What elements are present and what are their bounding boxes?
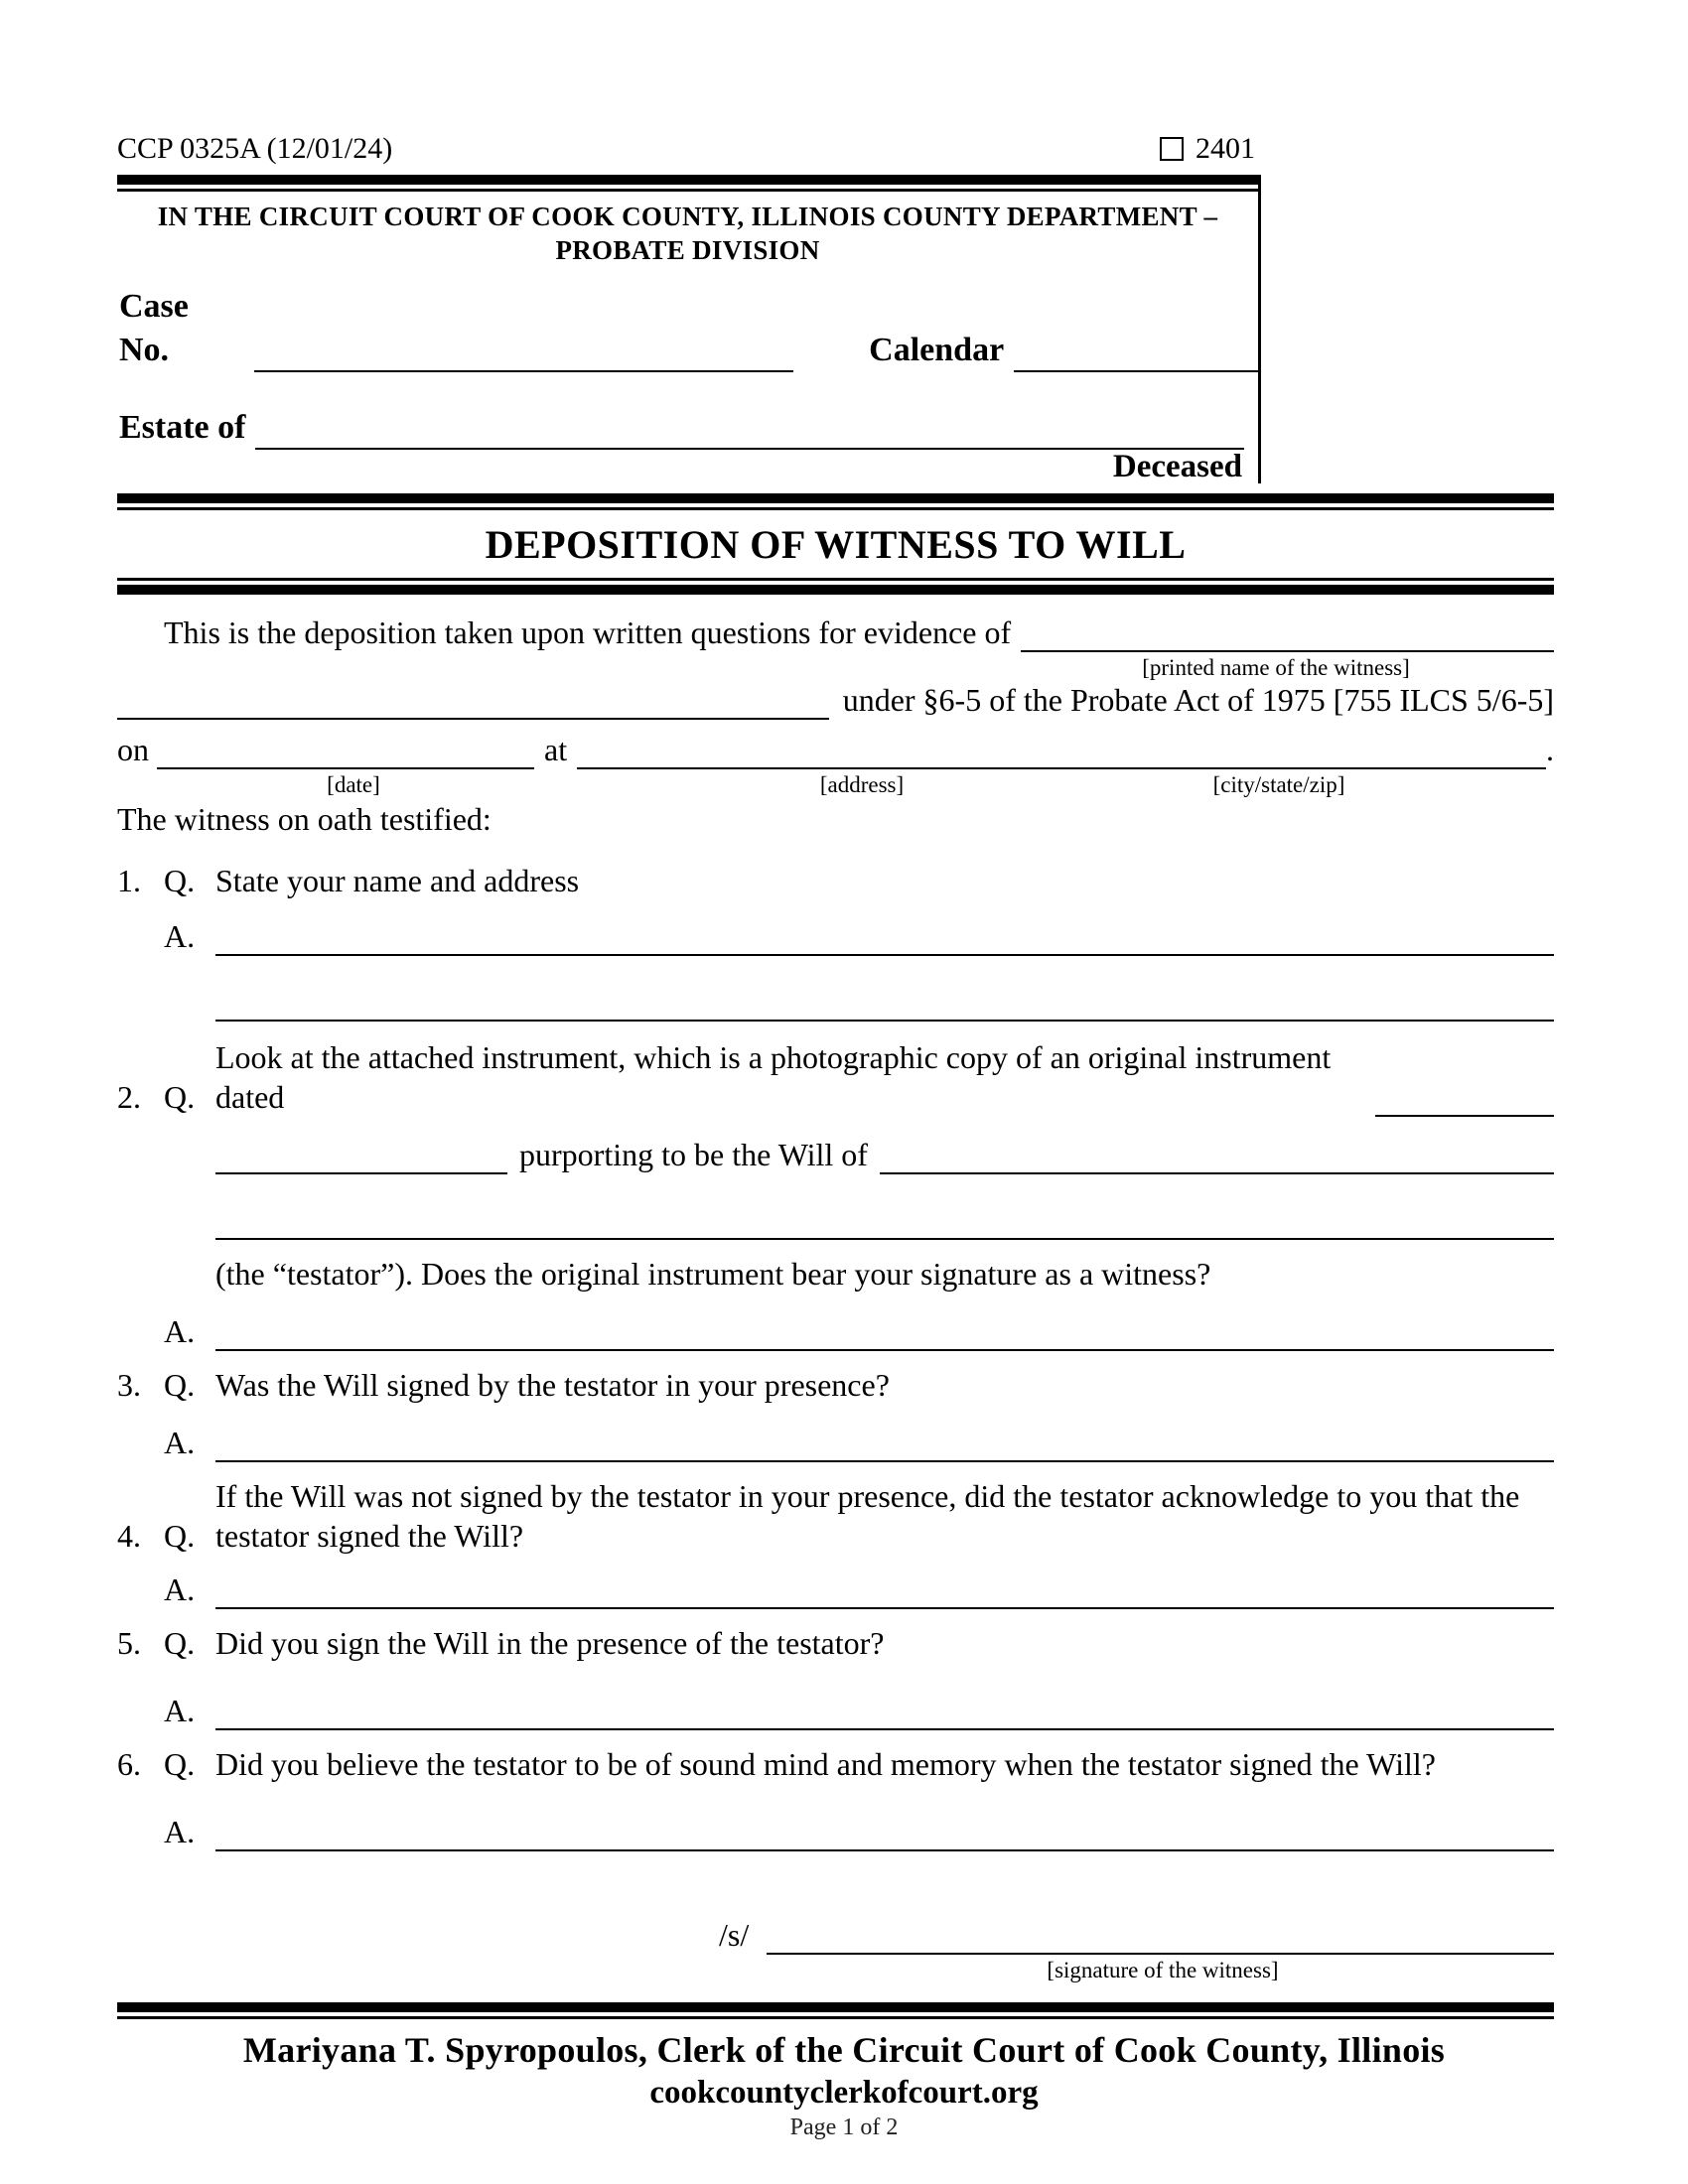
- answer-1-field-line-2[interactable]: [215, 984, 1554, 1022]
- box-top-rule-thick: [117, 175, 1258, 185]
- case-number-row: [117, 285, 1258, 372]
- printed-name-caption: [printed name of the witness]: [1142, 655, 1410, 680]
- answer-1-field[interactable]: [215, 918, 1554, 956]
- case-no-label: Case No.: [119, 288, 189, 368]
- clerk-website: cookcountyclerkofcourt.org: [649, 2075, 1039, 2111]
- answer-label: A.: [164, 1425, 196, 1460]
- statute-text: under §6-5 of the Probate Act of 1975 [755 ILCS 5/6-5]: [842, 682, 1554, 718]
- estate-of-field[interactable]: [255, 408, 1244, 450]
- answer-3-field[interactable]: [215, 1425, 1554, 1462]
- question-2-text-part3: (the “testator”). Does the original instrument bear your signature as a witness?: [215, 1256, 1211, 1292]
- answer-label: A.: [164, 918, 196, 954]
- answer-2-field[interactable]: [215, 1313, 1554, 1351]
- question-label: Q.: [164, 1367, 196, 1403]
- answer-label: A.: [164, 1693, 196, 1728]
- answer-6-field[interactable]: [215, 1814, 1554, 1851]
- question-label: Q.: [164, 1746, 196, 1782]
- case-caption-box: [117, 175, 1261, 483]
- intro-line-1: [117, 613, 1554, 680]
- intro-line-2: [117, 680, 1554, 720]
- estate-of-label: Estate of: [119, 409, 246, 446]
- estate-row: [117, 406, 1258, 450]
- witness-name-continued-field[interactable]: [117, 680, 829, 720]
- date-field[interactable]: [157, 730, 534, 769]
- testator-name-continued-field[interactable]: [215, 1202, 1554, 1240]
- question-6-number: 6.: [117, 1746, 141, 1782]
- answer-4-field[interactable]: [215, 1571, 1554, 1609]
- title-bottom-rules: [117, 578, 1554, 595]
- doc-number-group: [1160, 131, 1261, 167]
- signature-caption: [signature of the witness]: [1047, 1958, 1279, 1982]
- question-6-text: Did you believe the testator to be of sound mind and memory when the testator signed the Will?: [215, 1746, 1436, 1782]
- question-5-number: 5.: [117, 1625, 141, 1661]
- instrument-date-continued-field[interactable]: [215, 1135, 507, 1174]
- question-4-text: If the Will was not signed by the testator in your presence, did the testator acknowledge to you that the testator signed the Will?: [215, 1478, 1520, 1554]
- question-1-text: State your name and address: [215, 863, 580, 898]
- question-label: Q.: [164, 1518, 196, 1554]
- witness-name-field[interactable]: [1021, 613, 1554, 652]
- question-4: [117, 1476, 1554, 1556]
- question-5: [117, 1623, 1554, 1663]
- case-no-field[interactable]: [254, 331, 793, 372]
- question-label: Q.: [164, 863, 196, 898]
- question-label: Q.: [164, 1625, 196, 1661]
- city-state-zip-caption: [city/state/zip]: [1212, 772, 1345, 797]
- instrument-date-field[interactable]: [1375, 1077, 1554, 1117]
- page-title: DEPOSITION OF WITNESS TO WILL: [485, 522, 1187, 567]
- question-3: [117, 1365, 1554, 1405]
- calendar-label: Calendar: [869, 332, 1005, 368]
- answer-label: A.: [164, 1571, 196, 1607]
- top-header-row: [117, 0, 1261, 167]
- address-caption: [address]: [819, 772, 905, 797]
- question-6: [117, 1744, 1554, 1784]
- form-number: CCP 0325A (12/01/24): [117, 132, 393, 165]
- question-4-number: 4.: [117, 1518, 141, 1554]
- question-1-number: 1.: [117, 863, 141, 898]
- question-label: Q.: [164, 1079, 196, 1115]
- answer-6-row: [117, 1812, 1554, 1851]
- date-caption: [date]: [327, 772, 380, 797]
- question-2-number: 2.: [117, 1079, 141, 1115]
- clerk-line: Mariyana T. Spyropoulos, Clerk of the Circuit Court of Cook County, Illinois: [242, 2030, 1446, 2070]
- question-3-number: 3.: [117, 1367, 141, 1403]
- footer-rules: [117, 2002, 1554, 2019]
- question-1: [117, 861, 1554, 900]
- question-2-text-part2: purporting to be the Will of: [519, 1137, 868, 1172]
- question-5-text: Did you sign the Will in the presence of the testator?: [215, 1625, 885, 1661]
- question-2-line-2: [215, 1135, 1554, 1174]
- answer-5-row: [117, 1691, 1554, 1730]
- title-top-rules: [117, 493, 1554, 510]
- answer-label: A.: [164, 1313, 196, 1349]
- empty-checkbox-icon[interactable]: [1160, 137, 1184, 161]
- question-3-text: Was the Will signed by the testator in your presence?: [215, 1367, 890, 1403]
- signature-row: [117, 1915, 1554, 1982]
- answer-5-field[interactable]: [215, 1693, 1554, 1730]
- intro-line-1-text: This is the deposition taken upon written questions for evidence of: [164, 614, 1012, 650]
- answer-3-row: [117, 1423, 1554, 1462]
- s-slash-label: /s/: [719, 1917, 750, 1953]
- title-band: [117, 510, 1554, 578]
- answer-2-row: [117, 1311, 1554, 1351]
- page-number-label: Page 1 of 2: [789, 2115, 899, 2140]
- witness-signature-field[interactable]: [767, 1917, 1554, 1955]
- on-label: on: [117, 732, 149, 767]
- question-2-line-4: [215, 1254, 1554, 1294]
- court-heading: IN THE CIRCUIT COURT OF COOK COUNTY, ILLINOIS COUNTY DEPARTMENT – PROBATE DIVISION: [157, 202, 1218, 265]
- deceased-label: Deceased: [1112, 449, 1242, 484]
- form-body: [117, 613, 1554, 1982]
- oath-line: The witness on oath testified:: [117, 801, 492, 837]
- answer-1-row: [117, 916, 1554, 956]
- question-2: [117, 1037, 1554, 1117]
- testator-name-field[interactable]: [880, 1135, 1554, 1174]
- intro-line-3: [117, 730, 1554, 797]
- address-field[interactable]: [577, 730, 1546, 769]
- question-2-text-part1: Look at the attached instrument, which is a photographic copy of an original instrument dated: [215, 1039, 1332, 1115]
- doc-number-label: 2401: [1196, 132, 1255, 165]
- answer-label: A.: [164, 1814, 196, 1849]
- at-label: at: [544, 732, 568, 767]
- answer-4-row: [117, 1570, 1554, 1609]
- calendar-field[interactable]: [1014, 331, 1258, 372]
- sentence-period: .: [1546, 732, 1554, 767]
